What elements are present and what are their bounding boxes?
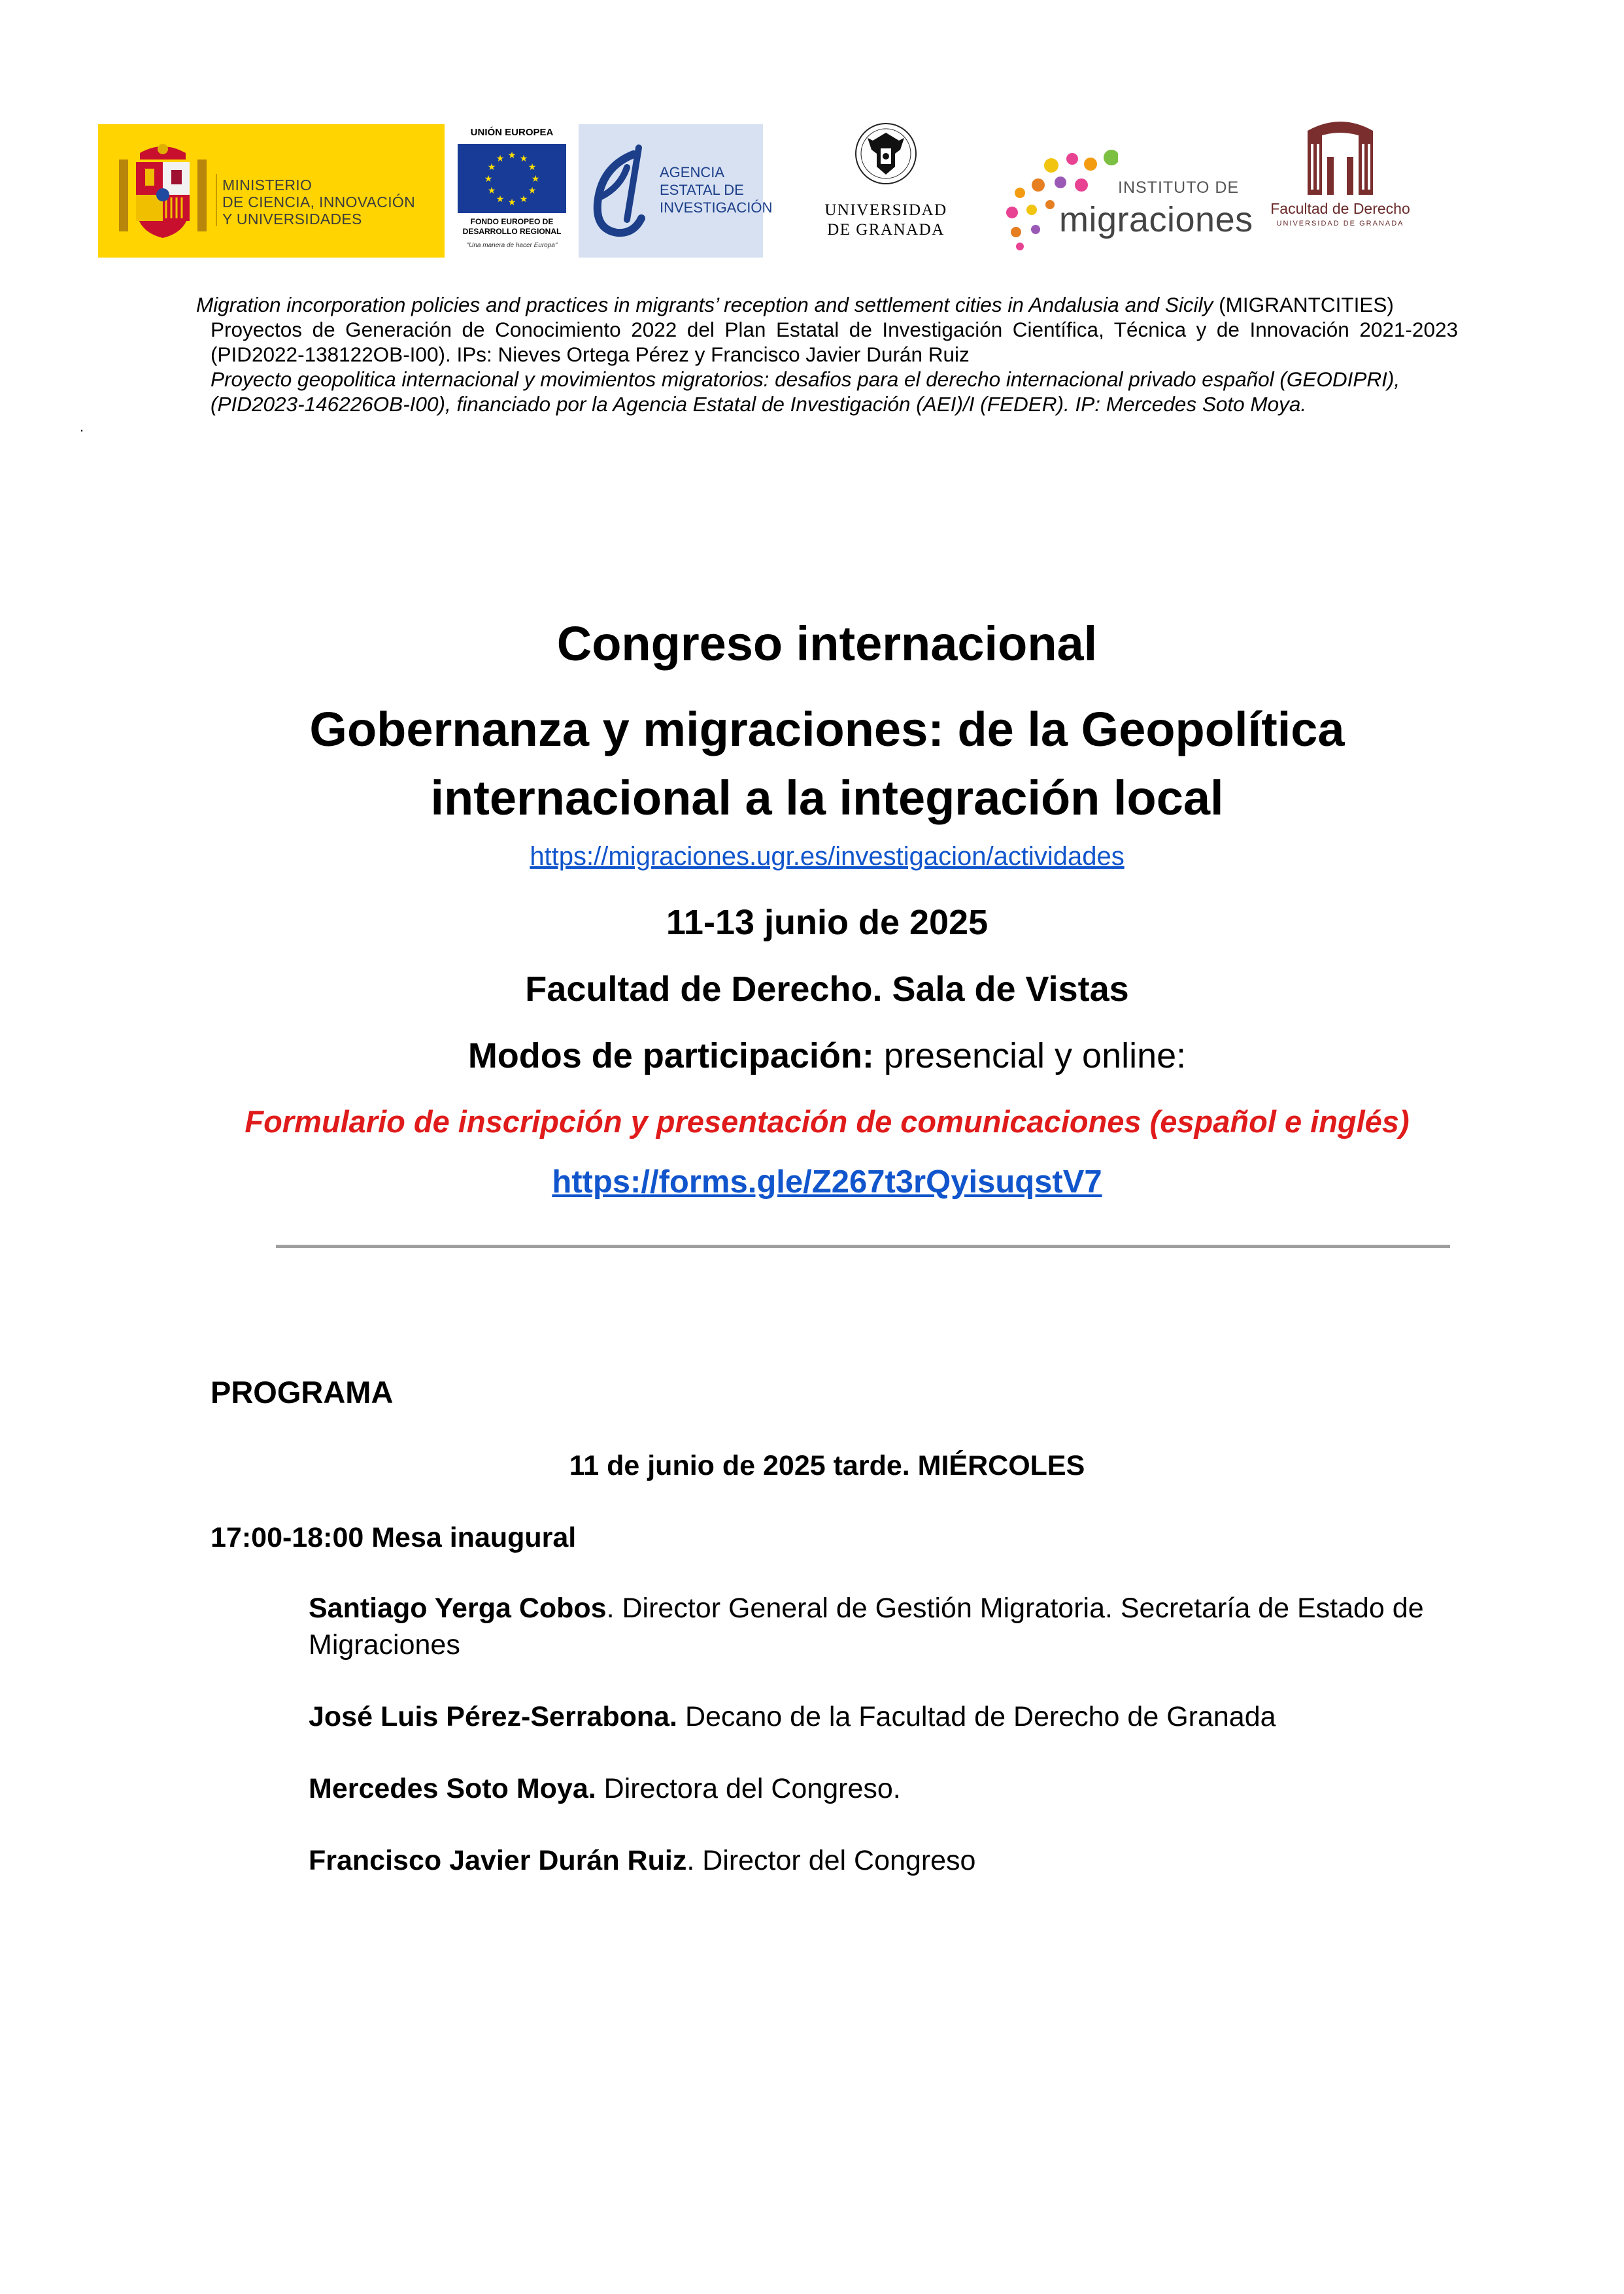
svg-text:★: ★ bbox=[519, 154, 528, 164]
svg-text:★: ★ bbox=[519, 194, 528, 205]
aei-name: AGENCIA ESTATAL DE INVESTIGACIÓN bbox=[660, 164, 773, 216]
project1-details: Proyectos de Generación de Conocimiento 2022 del Plan Estatal de Investigación Científica, Técnica y de Innovación 2021-2023 (PID2022-138122OB-I00). IPs: Nieves Ortega Pérez y Francisco Javier Durán Ruiz bbox=[211, 318, 1458, 366]
facultad-derecho-logo bbox=[1268, 118, 1412, 235]
spain-coat-of-arms-icon bbox=[114, 140, 212, 245]
eu-feder-logo bbox=[451, 124, 573, 258]
eu-fund-name: FONDO EUROPEO DE DESARROLLO REGIONAL bbox=[462, 217, 562, 236]
ugr-name: UNIVERSIDAD DE GRANADA bbox=[824, 201, 947, 239]
project2-details: Proyecto geopolitica internacional y movimientos migratorios: desafios para el derecho internacional privado español (GEODIPRI), (PID2023-146226OB-I00), financiado por la Agencia Estatal de Investigación (AEI)/I (FEDER). IP: Mercedes Soto Moya. bbox=[211, 367, 1400, 416]
svg-text:★: ★ bbox=[487, 162, 496, 173]
eu-title: UNIÓN EUROPEA bbox=[470, 127, 554, 138]
eu-motto: "Una manera de hacer Europa" bbox=[466, 242, 558, 249]
ministry-logo bbox=[98, 124, 445, 258]
session-heading: 17:00-18:00 Mesa inaugural bbox=[211, 1522, 577, 1553]
svg-text:★: ★ bbox=[496, 154, 505, 164]
stray-mark: . bbox=[80, 418, 84, 435]
facultad-university: UNIVERSIDAD DE GRANADA bbox=[1276, 220, 1404, 228]
svg-text:★: ★ bbox=[507, 197, 516, 208]
project1-title: Migration incorporation policies and practices in migrants’ reception and settlement cities in Andalusia and Sicily bbox=[196, 293, 1213, 316]
day-heading: 11 de junio de 2025 tarde. MIÉRCOLES bbox=[569, 1450, 1085, 1481]
participation-modes bbox=[196, 1036, 1458, 1076]
modes-label: Modos de participación: bbox=[467, 1036, 874, 1075]
ugr-logo bbox=[820, 114, 951, 245]
modes-value: presencial y online: bbox=[873, 1036, 1187, 1075]
svg-text:★: ★ bbox=[484, 174, 493, 184]
speaker-item bbox=[309, 1698, 1459, 1735]
project1-heading bbox=[196, 292, 1458, 317]
aei-logo bbox=[579, 124, 773, 258]
svg-text:★: ★ bbox=[531, 174, 540, 184]
svg-text:★: ★ bbox=[496, 194, 505, 205]
speaker-name: Santiago Yerga Cobos bbox=[309, 1593, 607, 1624]
program-title: PROGRAMA bbox=[211, 1375, 394, 1409]
event-dates: 11-13 junio de 2025 bbox=[666, 903, 989, 942]
aei-e-icon bbox=[588, 141, 647, 239]
funding-block bbox=[196, 292, 1458, 416]
speaker-item bbox=[309, 1770, 1459, 1807]
registration-form-note: Formulario de inscripción y presentación de comunicaciones (español e inglés) bbox=[245, 1104, 1410, 1139]
event-venue: Facultad de Derecho. Sala de Vistas bbox=[525, 970, 1129, 1009]
ministry-name: MINISTERIO DE CIENCIA, INNOVACIÓN Y UNIVERSIDADES bbox=[222, 177, 415, 228]
speaker-role: . Director del Congreso bbox=[686, 1845, 976, 1876]
svg-text:★: ★ bbox=[528, 162, 537, 173]
svg-text:★: ★ bbox=[487, 186, 496, 196]
registration-form-link[interactable]: https://forms.gle/Z267t3rQyisuqstV7 bbox=[552, 1164, 1102, 1200]
speaker-name: Francisco Javier Durán Ruiz bbox=[309, 1845, 687, 1876]
event-title-line-1: Gobernanza y migraciones: de la Geopolítica bbox=[309, 702, 1345, 756]
event-title-line-2: internacional a la integración local bbox=[430, 771, 1224, 825]
speaker-role: Directora del Congreso. bbox=[596, 1773, 901, 1804]
activities-link[interactable]: https://migraciones.ugr.es/investigacion/actividades bbox=[530, 842, 1125, 871]
facultad-name: Facultad de Derecho bbox=[1270, 200, 1410, 217]
speaker-name: Mercedes Soto Moya. bbox=[309, 1773, 596, 1804]
svg-text:★: ★ bbox=[528, 186, 537, 196]
ugr-crest-icon bbox=[853, 114, 919, 193]
event-title bbox=[196, 695, 1458, 832]
instituto-prefix: INSTITUTO DE bbox=[1118, 178, 1240, 197]
facultad-arch-icon bbox=[1301, 118, 1379, 196]
project1-acronym: (MIGRANTCITIES) bbox=[1213, 293, 1394, 316]
instituto-name: migraciones bbox=[1059, 200, 1253, 239]
speaker-list bbox=[309, 1590, 1459, 1914]
speaker-role: . Director General de Gestión Migratoria. Secretaría de Estado de Migraciones bbox=[309, 1593, 1424, 1661]
speaker-role: Decano de la Facultad de Derecho de Granada bbox=[677, 1701, 1276, 1732]
eu-flag-icon bbox=[458, 144, 566, 213]
instituto-migraciones-logo bbox=[1000, 147, 1253, 252]
section-divider bbox=[276, 1245, 1450, 1248]
speaker-name: José Luis Pérez-Serrabona. bbox=[309, 1701, 677, 1732]
speaker-item bbox=[309, 1590, 1459, 1663]
event-kind: Congreso internacional bbox=[556, 616, 1098, 671]
speaker-item bbox=[309, 1842, 1459, 1879]
svg-text:★: ★ bbox=[507, 150, 516, 161]
ministry-logo-divider bbox=[216, 174, 217, 226]
